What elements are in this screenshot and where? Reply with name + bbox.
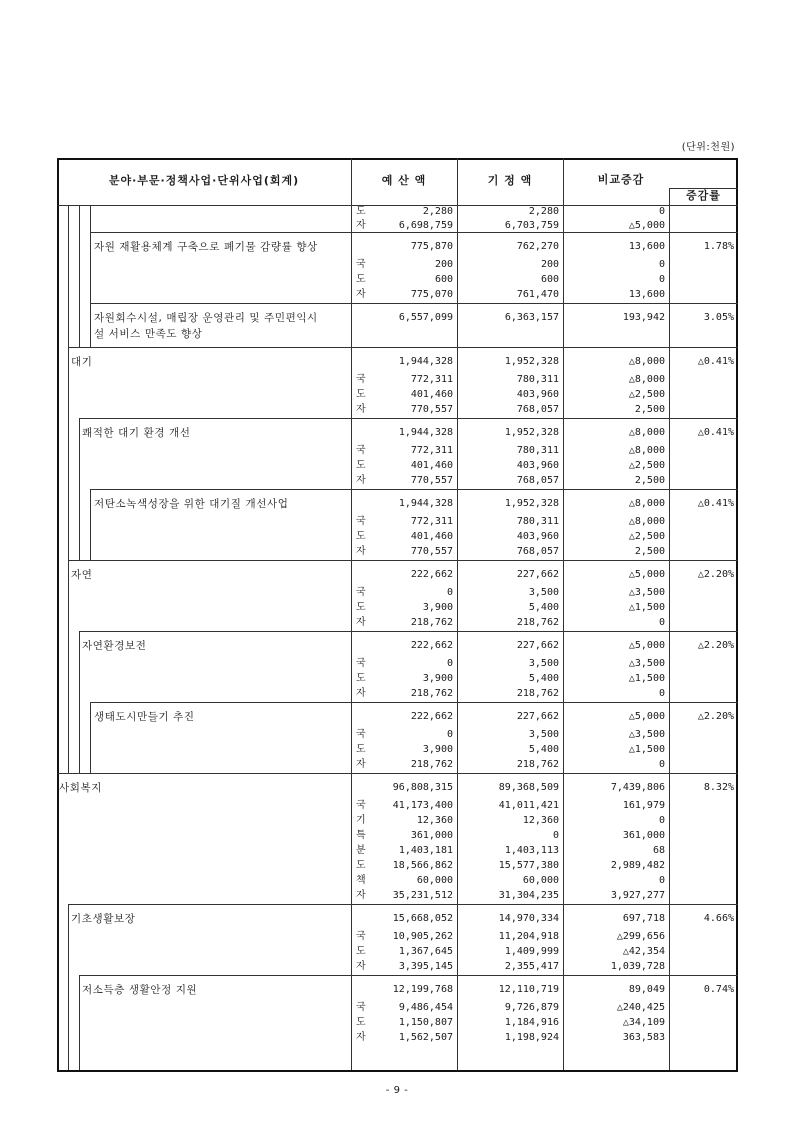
- diff-amount: 0: [658, 206, 665, 217]
- budget-amount: 0: [446, 587, 453, 598]
- rate-value: △0.41%: [697, 427, 734, 438]
- account-code: 책: [356, 875, 366, 886]
- account-code: 도: [356, 389, 366, 400]
- diff-amount: △3,500: [628, 729, 665, 740]
- diff-amount: △5,000: [628, 640, 665, 651]
- prior-amount: 15,577,380: [498, 860, 559, 871]
- budget-amount: 0: [446, 729, 453, 740]
- diff-amount: △3,500: [628, 658, 665, 669]
- prior-amount: 780,311: [516, 374, 559, 385]
- row-label: 생태도시만들기 추진: [94, 711, 195, 723]
- budget-row: [90, 702, 738, 773]
- budget-amount: 361,000: [410, 830, 453, 841]
- budget-amount: 772,311: [410, 445, 453, 456]
- header-category: 분야·부문·정책사업·단위사업(회계): [108, 174, 300, 187]
- prior-amount: 1,952,328: [504, 427, 559, 438]
- budget-amount: 2,280: [422, 206, 453, 217]
- prior-amount: 218,762: [516, 617, 559, 628]
- diff-amount: △240,425: [616, 1002, 665, 1013]
- account-code: 국: [356, 587, 366, 598]
- account-code: 도: [356, 860, 366, 871]
- diff-amount: 0: [658, 274, 665, 285]
- prior-amount: 1,952,328: [504, 498, 559, 509]
- diff-amount: 7,439,806: [610, 782, 665, 793]
- prior-amount: 2,355,417: [504, 961, 559, 972]
- prior-amount: 12,360: [522, 815, 559, 826]
- row-label: 기초생활보장: [71, 913, 136, 925]
- row-label: 대기: [71, 356, 93, 368]
- account-code: 특: [356, 830, 366, 841]
- budget-row: [57, 773, 738, 904]
- budget-amount: 12,360: [416, 815, 453, 826]
- prior-amount: 60,000: [522, 875, 559, 886]
- budget-amount: 3,900: [422, 744, 453, 755]
- budget-row: [90, 489, 738, 560]
- account-code: 도: [356, 274, 366, 285]
- indent-line: [68, 702, 69, 773]
- prior-amount: 218,762: [516, 688, 559, 699]
- prior-amount: 89,368,509: [498, 782, 559, 793]
- rate-value: 8.32%: [703, 782, 734, 793]
- budget-amount: 1,944,328: [398, 427, 453, 438]
- account-code: 자: [356, 890, 366, 901]
- indent-line: [68, 631, 69, 702]
- budget-row: [68, 904, 738, 975]
- prior-amount: 218,762: [516, 759, 559, 770]
- prior-amount: 12,110,719: [498, 984, 559, 995]
- header-diff: 비교증감: [597, 173, 645, 186]
- budget-amount: 200: [434, 259, 453, 270]
- header-rate: 증감률: [686, 189, 721, 202]
- account-code: 자: [356, 759, 366, 770]
- budget-amount: 15,668,052: [392, 913, 453, 924]
- budget-row: [79, 418, 738, 489]
- account-code: 도: [356, 206, 366, 217]
- budget-amount: 1,367,645: [398, 946, 453, 957]
- prior-amount: 5,400: [528, 602, 559, 613]
- budget-amount: 3,395,145: [398, 961, 453, 972]
- account-code: 도: [356, 1017, 366, 1028]
- budget-amount: 401,460: [410, 389, 453, 400]
- diff-amount: △2,500: [628, 460, 665, 471]
- indent-line: [79, 303, 80, 347]
- diff-amount: 2,989,482: [610, 860, 665, 871]
- row-label: 자원 재활용체계 구축으로 폐기물 감량률 향상: [94, 241, 318, 253]
- diff-amount: △1,500: [628, 744, 665, 755]
- prior-amount: 1,198,924: [504, 1032, 559, 1043]
- diff-amount: △1,500: [628, 602, 665, 613]
- prior-amount: 780,311: [516, 516, 559, 527]
- prior-amount: 600: [540, 274, 559, 285]
- diff-amount: △8,000: [628, 374, 665, 385]
- diff-amount: 193,942: [622, 312, 665, 323]
- budget-row: [90, 303, 738, 347]
- budget-amount: 1,944,328: [398, 498, 453, 509]
- rate-value: △0.41%: [697, 356, 734, 367]
- diff-amount: 0: [658, 759, 665, 770]
- diff-amount: △2,500: [628, 531, 665, 542]
- indent-line: [68, 205, 69, 232]
- indent-line: [68, 232, 69, 303]
- budget-amount: 18,566,862: [392, 860, 453, 871]
- budget-amount: 3,900: [422, 602, 453, 613]
- account-code: 국: [356, 931, 366, 942]
- budget-amount: 96,808,315: [392, 782, 453, 793]
- budget-amount: 772,311: [410, 374, 453, 385]
- budget-row: [79, 631, 738, 702]
- diff-amount: △5,000: [628, 569, 665, 580]
- budget-row: [79, 975, 738, 1070]
- diff-amount: 89,049: [628, 984, 665, 995]
- budget-amount: 775,070: [410, 289, 453, 300]
- budget-amount: 222,662: [410, 711, 453, 722]
- budget-amount: 775,870: [410, 241, 453, 252]
- account-code: 국: [356, 800, 366, 811]
- account-code: 도: [356, 531, 366, 542]
- prior-amount: 3,500: [528, 658, 559, 669]
- budget-amount: 772,311: [410, 516, 453, 527]
- budget-amount: 401,460: [410, 531, 453, 542]
- account-code: 국: [356, 374, 366, 385]
- prior-amount: 14,970,334: [498, 913, 559, 924]
- budget-amount: 770,557: [410, 404, 453, 415]
- budget-amount: 6,557,099: [398, 312, 453, 323]
- account-code: 자: [356, 617, 366, 628]
- diff-amount: 0: [658, 875, 665, 886]
- diff-amount: △8,000: [628, 516, 665, 527]
- diff-amount: 1,039,728: [610, 961, 665, 972]
- account-code: 도: [356, 744, 366, 755]
- diff-amount: 2,500: [634, 475, 665, 486]
- diff-amount: 2,500: [634, 546, 665, 557]
- diff-amount: 13,600: [628, 241, 665, 252]
- rate-value: △2.20%: [697, 640, 734, 651]
- budget-amount: 1,150,807: [398, 1017, 453, 1028]
- indent-line: [68, 489, 69, 560]
- row-label: 쾌적한 대기 환경 개선: [82, 427, 191, 439]
- prior-amount: 2,280: [528, 206, 559, 217]
- account-code: 자: [356, 289, 366, 300]
- account-code: 자: [356, 546, 366, 557]
- budget-amount: 1,562,507: [398, 1032, 453, 1043]
- prior-amount: 403,960: [516, 531, 559, 542]
- rate-value: 1.78%: [703, 241, 734, 252]
- prior-amount: 31,304,235: [498, 890, 559, 901]
- budget-amount: 10,905,262: [392, 931, 453, 942]
- prior-amount: 780,311: [516, 445, 559, 456]
- account-code: 국: [356, 1002, 366, 1013]
- indent-line: [79, 205, 80, 232]
- budget-amount: 600: [434, 274, 453, 285]
- diff-amount: 0: [658, 815, 665, 826]
- header-prior: 기 정 액: [487, 174, 533, 187]
- account-code: 도: [356, 673, 366, 684]
- diff-amount: △3,500: [628, 587, 665, 598]
- budget-amount: 1,944,328: [398, 356, 453, 367]
- diff-amount: 0: [658, 259, 665, 270]
- prior-amount: 403,960: [516, 460, 559, 471]
- row-label: 사회복지: [59, 782, 102, 794]
- diff-amount: △5,000: [628, 711, 665, 722]
- row-label: 자연환경보전: [82, 640, 147, 652]
- budget-amount: 770,557: [410, 475, 453, 486]
- rate-value: 4.66%: [703, 913, 734, 924]
- budget-row: [90, 205, 738, 232]
- diff-amount: △8,000: [628, 356, 665, 367]
- diff-amount: △299,656: [616, 931, 665, 942]
- row-label: 자원회수시설, 매립장 운영관리 및 주민편익시: [94, 312, 318, 324]
- rate-value: △2.20%: [697, 569, 734, 580]
- diff-amount: △8,000: [628, 445, 665, 456]
- indent-line: [68, 303, 69, 347]
- prior-amount: 0: [552, 830, 559, 841]
- account-code: 도: [356, 602, 366, 613]
- diff-amount: △8,000: [628, 427, 665, 438]
- diff-amount: 161,979: [622, 800, 665, 811]
- prior-amount: 768,057: [516, 475, 559, 486]
- indent-line: [79, 489, 80, 560]
- account-code: 국: [356, 445, 366, 456]
- page-number: - 9 -: [385, 1085, 409, 1096]
- prior-amount: 41,011,421: [498, 800, 559, 811]
- prior-amount: 11,204,918: [498, 931, 559, 942]
- diff-amount: 13,600: [628, 289, 665, 300]
- diff-amount: 361,000: [622, 830, 665, 841]
- budget-amount: 1,403,181: [398, 845, 453, 856]
- unit-note: (단위:천원): [681, 142, 735, 153]
- diff-amount: △2,500: [628, 389, 665, 400]
- prior-amount: 227,662: [516, 640, 559, 651]
- rate-value: △0.41%: [697, 498, 734, 509]
- budget-amount: 222,662: [410, 640, 453, 651]
- row-label: 저탄소녹색성장을 위한 대기질 개선사업: [94, 498, 289, 510]
- account-code: 자: [356, 688, 366, 699]
- rate-value: 3.05%: [703, 312, 734, 323]
- diff-amount: 68: [652, 845, 665, 856]
- budget-row: [90, 232, 738, 303]
- prior-amount: 762,270: [516, 241, 559, 252]
- account-code: 자: [356, 1032, 366, 1043]
- prior-amount: 1,409,999: [504, 946, 559, 957]
- budget-row: [68, 560, 738, 631]
- indent-line: [79, 702, 80, 773]
- prior-amount: 200: [540, 259, 559, 270]
- header-budget: 예 산 액: [381, 174, 427, 187]
- row-label: 설 서비스 만족도 향상: [94, 328, 203, 340]
- budget-amount: 401,460: [410, 460, 453, 471]
- account-code: 국: [356, 729, 366, 740]
- budget-amount: 35,231,512: [392, 890, 453, 901]
- diff-amount: 697,718: [622, 913, 665, 924]
- budget-amount: 60,000: [416, 875, 453, 886]
- row-label: 자연: [71, 569, 93, 581]
- prior-amount: 6,703,759: [504, 220, 559, 231]
- budget-amount: 9,486,454: [398, 1002, 453, 1013]
- prior-amount: 3,500: [528, 587, 559, 598]
- prior-amount: 403,960: [516, 389, 559, 400]
- account-code: 국: [356, 516, 366, 527]
- account-code: 자: [356, 220, 366, 231]
- diff-amount: 0: [658, 688, 665, 699]
- account-code: 자: [356, 404, 366, 415]
- account-code: 국: [356, 259, 366, 270]
- prior-amount: 3,500: [528, 729, 559, 740]
- budget-amount: 218,762: [410, 688, 453, 699]
- prior-amount: 9,726,879: [504, 1002, 559, 1013]
- diff-amount: △34,109: [622, 1017, 665, 1028]
- diff-amount: △42,354: [622, 946, 665, 957]
- account-code: 도: [356, 946, 366, 957]
- diff-amount: △1,500: [628, 673, 665, 684]
- budget-amount: 0: [446, 658, 453, 669]
- account-code: 자: [356, 475, 366, 486]
- prior-amount: 1,184,916: [504, 1017, 559, 1028]
- diff-amount: △8,000: [628, 498, 665, 509]
- account-code: 국: [356, 658, 366, 669]
- account-code: 분: [356, 845, 366, 856]
- prior-amount: 1,403,113: [504, 845, 559, 856]
- budget-amount: 770,557: [410, 546, 453, 557]
- budget-amount: 41,173,400: [392, 800, 453, 811]
- account-code: 자: [356, 961, 366, 972]
- account-code: 기: [356, 815, 366, 826]
- row-label: 저소득층 생활안정 지원: [82, 984, 198, 996]
- prior-amount: 5,400: [528, 744, 559, 755]
- diff-amount: 2,500: [634, 404, 665, 415]
- prior-amount: 1,952,328: [504, 356, 559, 367]
- indent-line: [79, 232, 80, 303]
- account-code: 도: [356, 460, 366, 471]
- rate-value: 0.74%: [703, 984, 734, 995]
- budget-amount: 12,199,768: [392, 984, 453, 995]
- prior-amount: 761,470: [516, 289, 559, 300]
- prior-amount: 768,057: [516, 404, 559, 415]
- indent-line: [68, 975, 69, 1070]
- prior-amount: 227,662: [516, 569, 559, 580]
- diff-amount: 3,927,277: [610, 890, 665, 901]
- budget-amount: 218,762: [410, 617, 453, 628]
- prior-amount: 227,662: [516, 711, 559, 722]
- budget-amount: 222,662: [410, 569, 453, 580]
- diff-amount: 0: [658, 617, 665, 628]
- prior-amount: 5,400: [528, 673, 559, 684]
- budget-amount: 3,900: [422, 673, 453, 684]
- prior-amount: 6,363,157: [504, 312, 559, 323]
- prior-amount: 768,057: [516, 546, 559, 557]
- diff-amount: 363,583: [622, 1032, 665, 1043]
- indent-line: [68, 418, 69, 489]
- rate-value: △2.20%: [697, 711, 734, 722]
- diff-amount: △5,000: [628, 220, 665, 231]
- budget-row: [68, 347, 738, 418]
- budget-amount: 6,698,759: [398, 220, 453, 231]
- budget-amount: 218,762: [410, 759, 453, 770]
